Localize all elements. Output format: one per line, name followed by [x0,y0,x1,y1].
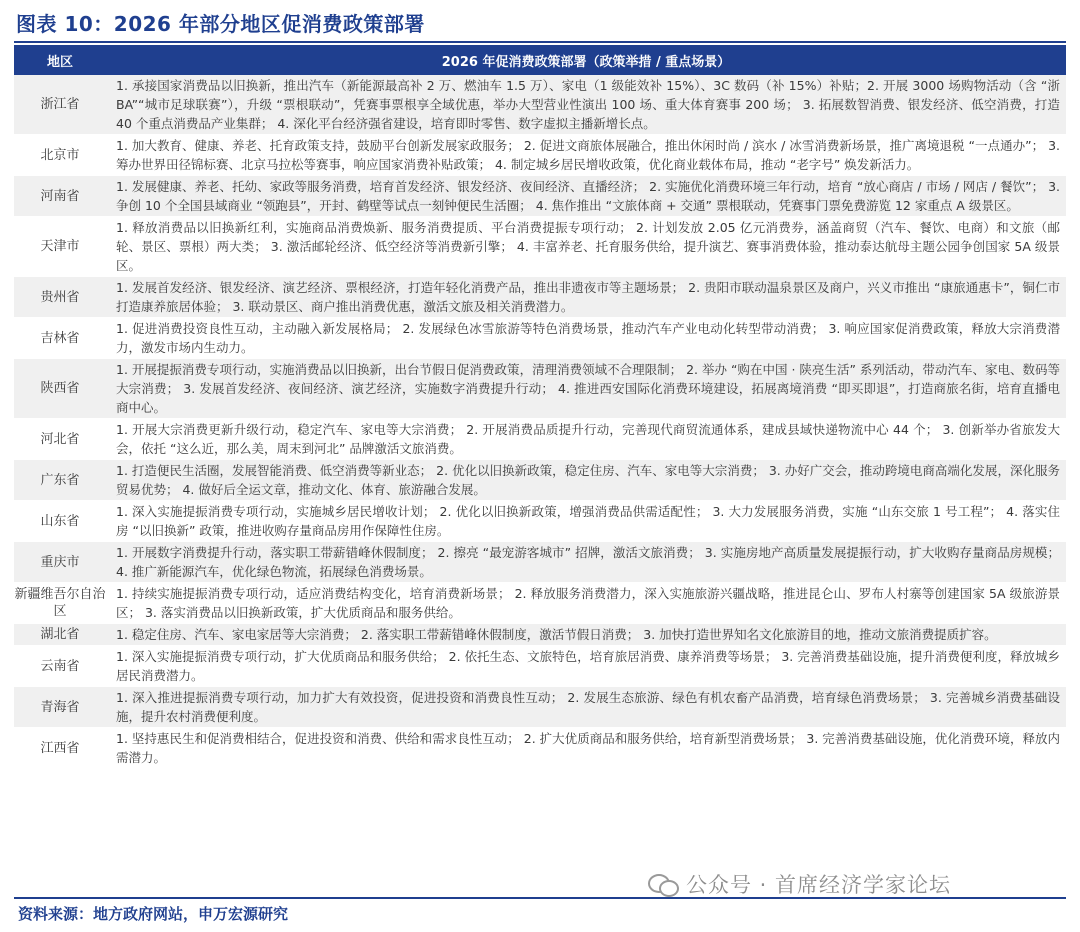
measures-cell: 1. 开展提振消费专项行动，实施消费品以旧换新，出台节假日促消费政策，清理消费领域不合理限制； 2. 举办 “购在中国 · 陕亮生活” 系列活动，带动汽车、家电、数码等大宗消费； 3. 发展首发经济、夜间经济、演艺经济，实施数字消费提升行动； 4. 推进西安国际化消费环境建设，拓展离境消费 “即买即退”，打造商旅名街，培育直播电商中心。 [106,359,1066,419]
header-measures: 2026 年促消费政策部署（政策举措 / 重点场景） [106,45,1066,75]
table-row [14,646,1066,687]
table-row [14,359,1066,419]
region-cell: 湖北省 [14,624,106,646]
footer-divider [14,897,1066,899]
region-cell: 陕西省 [14,359,106,419]
measures-cell: 1. 深入实施提振消费专项行动，实施城乡居民增收计划； 2. 优化以旧换新政策，增强消费品供需适配性； 3. 大力发展服务消费，实施 “山东交旅 1 号工程”； 4. 落实住房 “以旧换新” 政策，推进收购存量商品房用作保障性住房。 [106,501,1066,542]
page-title: 图表 10：2026 年部分地区促消费政策部署 [16,12,425,36]
measures-cell: 1. 释放消费品以旧换新红利，实施商品消费焕新、服务消费提质、平台消费提振专项行动； 2. 计划发放 2.05 亿元消费券，涵盖商贸（汽车、餐饮、电商）和文旅（邮轮、景区、票根）两大类； 3. 激活邮轮经济、低空经济等消费新引擎； 4. 丰富养老、托育服务供给，提升演艺、赛事消费体验，推动泰达航母主题公园争创国家 5A 级景区。 [106,217,1066,277]
table-row [14,419,1066,460]
watermark-text: 公众号 · 首席经济学家论坛 [686,873,952,897]
table-row [14,687,1066,728]
measures-cell: 1. 开展数字消费提升行动，落实职工带薪错峰休假制度； 2. 擦亮 “最宠游客城市” 招牌，激活文旅消费； 3. 实施房地产高质量发展提振行动，扩大收购存量商品房规模； 4. 推广新能源汽车，优化绿色物流，拓展绿色消费场景。 [106,542,1066,583]
title-divider [14,41,1066,43]
table-row [14,176,1066,217]
table-row [14,75,1066,135]
region-cell: 青海省 [14,687,106,728]
table-row [14,624,1066,646]
region-cell: 山东省 [14,501,106,542]
region-cell: 新疆维吾尔自治区 [14,583,106,624]
region-cell: 河南省 [14,176,106,217]
source-note: 资料来源：地方政府网站，申万宏源研究 [18,905,289,923]
measures-cell: 1. 承接国家消费品以旧换新，推出汽车（新能源最高补 2 万、燃油车 1.5 万）、家电（1 级能效补 15%）、3C 数码（补 15%）补贴；2. 开展 3000 场购物活动（含 “浙 BA”“城市足球联赛”），升级 “票根联动”，凭赛事票根享全域优惠，举办大型营业性演出 100 场、重大体育赛事 200 场； 3. 拓展数智消费、银发经济、低空消费，打造 40 个重点消费品产业集群； 4. 深化平台经济强省建设，培育即时零售、数字虚拟主播新增长点。 [106,75,1066,135]
table-row [14,135,1066,176]
measures-cell: 1. 开展大宗消费更新升级行动，稳定汽车、家电等大宗消费； 2. 开展消费品质提升行动，完善现代商贸流通体系，建成县域快递物流中心 44 个； 3. 创新举办省旅发大会，依托 “这么近，那么美，周末到河北” 品牌激活文旅消费。 [106,419,1066,460]
measures-cell: 1. 坚持惠民生和促消费相结合，促进投资和消费、供给和需求良性互动； 2. 扩大优质商品和服务供给，培育新型消费场景； 3. 完善消费基础设施，优化消费环境，释放内需潜力。 [106,728,1066,769]
watermark [648,869,951,899]
region-cell: 北京市 [14,135,106,176]
region-cell: 重庆市 [14,542,106,583]
region-cell: 贵州省 [14,277,106,318]
measures-cell: 1. 发展首发经济、银发经济、演艺经济、票根经济，打造年轻化消费产品，推出非遗夜市等主题场景； 2. 贵阳市联动温泉景区及商户，兴义市推出 “康旅通惠卡”，铜仁市打造康养旅居体验； 3. 联动景区、商户推出消费优惠，激活文旅及相关消费潜力。 [106,277,1066,318]
wechat-icon [648,872,678,896]
table-row [14,501,1066,542]
table-row [14,277,1066,318]
region-cell: 广东省 [14,460,106,501]
region-cell: 吉林省 [14,318,106,359]
table-row [14,460,1066,501]
measures-cell: 1. 加大教育、健康、养老、托育政策支持，鼓励平台创新发展家政服务； 2. 促进文商旅体展融合，推出休闲时尚 / 滨水 / 冰雪消费新场景，推广离境退税 “一点通办”； 3. 筹办世界田径锦标赛、北京马拉松等赛事，响应国家消费补贴政策； 4. 制定城乡居民增收政策，优化商业载体布局，推动 “老字号” 焕发新活力。 [106,135,1066,176]
header-region: 地区 [14,45,106,75]
measures-cell: 1. 发展健康、养老、托幼、家政等服务消费，培育首发经济、银发经济、夜间经济、直播经济； 2. 实施优化消费环境三年行动，培育 “放心商店 / 市场 / 网店 / 餐饮”； 3. 争创 10 个全国县域商业 “领跑县”，开封、鹤壁等试点一刻钟便民生活圈； 4. 焦作推出 “文旅体商 + 交通” 票根联动，凭赛事门票免费游览 12 家重点 A 级景区。 [106,176,1066,217]
measures-cell: 1. 促进消费投资良性互动，主动融入新发展格局； 2. 发展绿色冰雪旅游等特色消费场景，推动汽车产业电动化转型带动消费； 3. 响应国家促消费政策，释放大宗消费潜力，激发市场内生动力。 [106,318,1066,359]
region-cell: 河北省 [14,419,106,460]
region-cell: 云南省 [14,646,106,687]
policy-table [14,45,1066,769]
table-row [14,217,1066,277]
measures-cell: 1. 深入实施提振消费专项行动，扩大优质商品和服务供给； 2. 依托生态、文旅特色，培育旅居消费、康养消费等场景； 3. 完善消费基础设施，提升消费便利度，释放城乡居民消费潜力。 [106,646,1066,687]
measures-cell: 1. 持续实施提振消费专项行动，适应消费结构变化，培育消费新场景； 2. 释放服务消费潜力，深入实施旅游兴疆战略，推进昆仑山、罗布人村寨等创建国家 5A 级旅游景区； 3. 落实消费品以旧换新政策，扩大优质商品和服务供给。 [106,583,1066,624]
region-cell: 浙江省 [14,75,106,135]
measures-cell: 1. 打造便民生活圈，发展智能消费、低空消费等新业态； 2. 优化以旧换新政策，稳定住房、汽车、家电等大宗消费； 3. 办好广交会，推动跨境电商高端化发展，深化服务贸易优势； 4. 做好后全运文章，推动文化、体育、旅游融合发展。 [106,460,1066,501]
measures-cell: 1. 深入推进提振消费专项行动，加力扩大有效投资，促进投资和消费良性互动； 2. 发展生态旅游、绿色有机农畜产品消费，培育绿色消费场景； 3. 完善城乡消费基础设施，提升农村消费便利度。 [106,687,1066,728]
measures-cell: 1. 稳定住房、汽车、家电家居等大宗消费； 2. 落实职工带薪错峰休假制度，激活节假日消费； 3. 加快打造世界知名文化旅游目的地，推动文旅消费提质扩容。 [106,624,1066,646]
table-row [14,542,1066,583]
region-cell: 天津市 [14,217,106,277]
table-row [14,728,1066,769]
table-row [14,318,1066,359]
table-header-row [14,45,1066,75]
region-cell: 江西省 [14,728,106,769]
table-row [14,583,1066,624]
